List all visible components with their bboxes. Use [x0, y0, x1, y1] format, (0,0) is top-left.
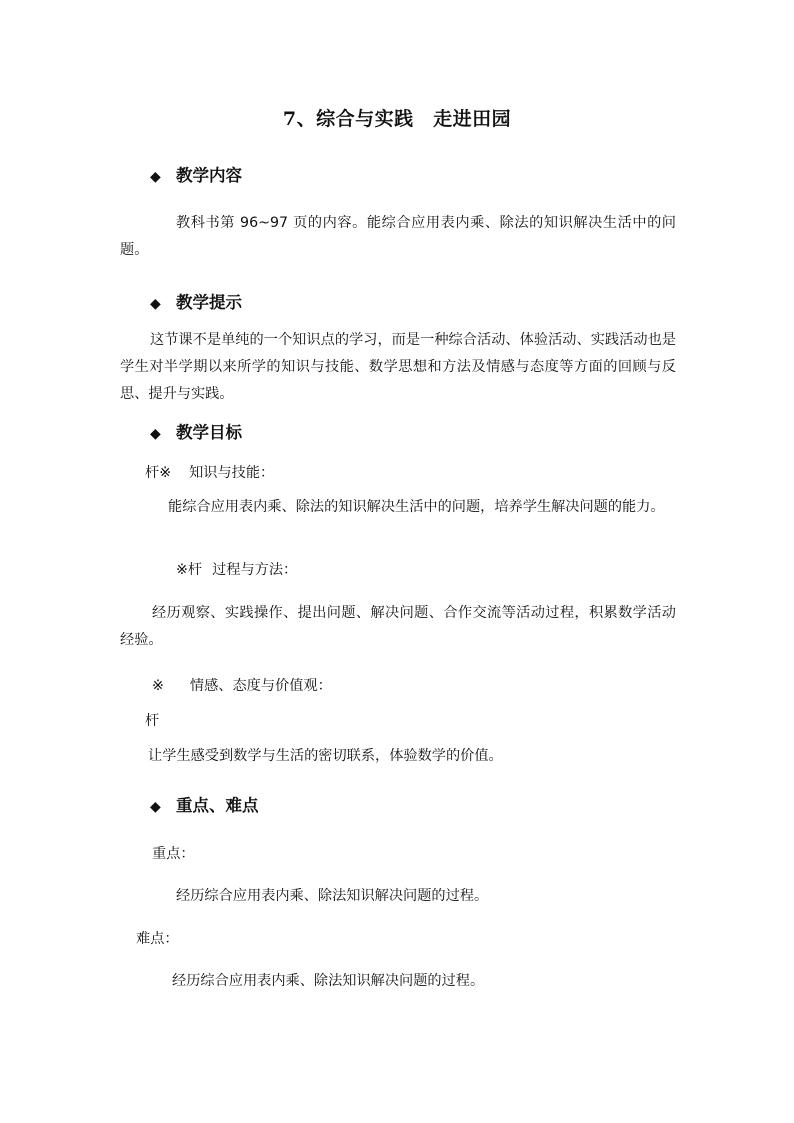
- emotion-marker-line: 杆: [145, 713, 160, 729]
- content-paragraph: 教科书第 96~97 页的内容。能综合应用表内乘、除法的知识解决生活中的问题。: [120, 215, 676, 258]
- emotion-paragraph: 让学生感受到数学与生活的密切联系，体验数学的价值。: [148, 748, 503, 764]
- section-heading-content: [150, 162, 242, 186]
- difficult-label: 难点：: [136, 931, 179, 947]
- heading-text: 教学提示: [176, 293, 242, 312]
- heading-text: 教学内容: [176, 166, 242, 185]
- process-paragraph: 经历观察、实践操作、提出问题、解决问题、合作交流等活动过程，积累数学活动经验。: [120, 605, 676, 648]
- emotion-line: [152, 673, 332, 700]
- heading-text: 重点、难点: [176, 796, 259, 815]
- diamond-bullet-icon: ◆: [150, 169, 161, 185]
- process-line: [176, 557, 297, 584]
- difficult-text: 经历综合应用表内乘、除法知识解决问题的过程。: [172, 973, 485, 989]
- emotion-marker: ※: [152, 678, 164, 694]
- page-title: 7、综合与实践 走进田园: [282, 108, 512, 130]
- key-text: 经历综合应用表内乘、除法知识解决问题的过程。: [176, 888, 489, 904]
- emotion-label: 情感、态度与价值观：: [189, 678, 332, 694]
- knowledge-line: [145, 460, 274, 487]
- section-heading-goals: [150, 419, 242, 443]
- heading-text: 教学目标: [176, 423, 242, 442]
- knowledge-paragraph: 能综合应用表内乘、除法的知识解决生活中的问题，培养学生解决问题的能力。: [168, 499, 665, 515]
- diamond-bullet-icon: ◆: [150, 296, 161, 312]
- diamond-bullet-icon: ◆: [150, 426, 161, 442]
- section-heading-tips: [150, 289, 242, 313]
- process-label: 过程与方法：: [212, 562, 298, 578]
- section-heading-keypoints: [150, 792, 259, 816]
- knowledge-marker: 杆※: [145, 465, 172, 481]
- diamond-bullet-icon: ◆: [150, 799, 161, 815]
- process-marker: ※杆: [176, 562, 203, 578]
- tips-paragraph: 这节课不是单纯的一个知识点的学习，而是一种综合活动、体验活动、实践活动也是学生对半学期以来所学的知识与技能、数学思想和方法及情感与态度等方面的回顾与反思、提升与实践。: [120, 332, 676, 402]
- knowledge-label: 知识与技能：: [189, 465, 275, 481]
- key-label: 重点：: [152, 846, 195, 862]
